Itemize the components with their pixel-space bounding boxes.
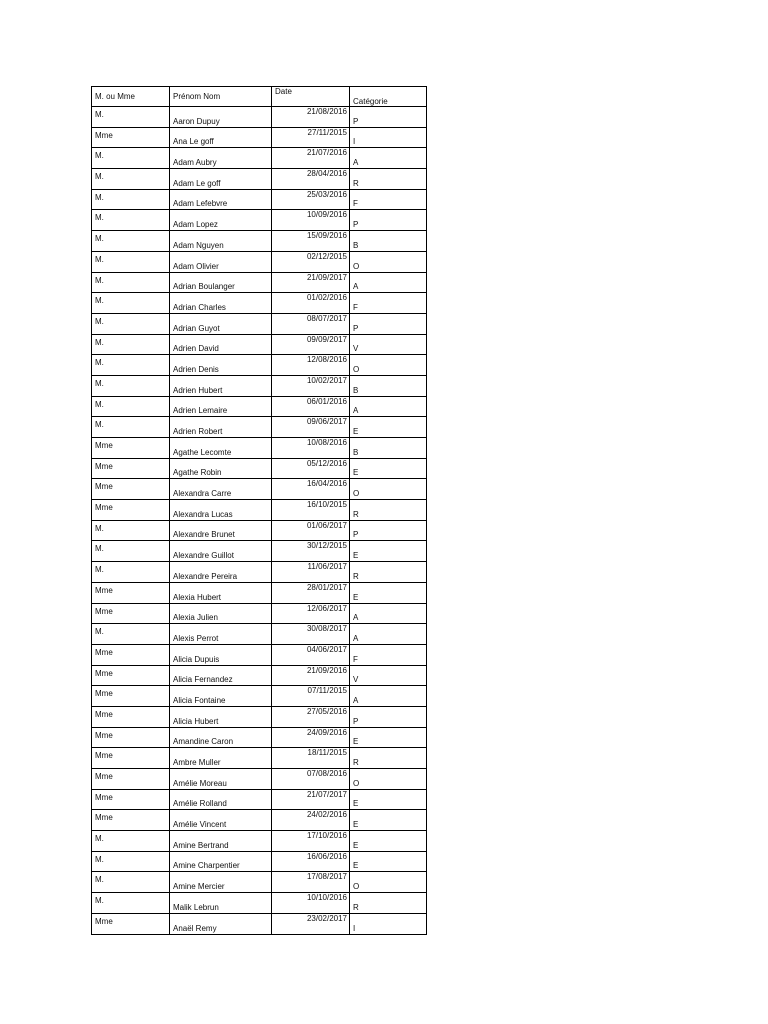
cell-category: P bbox=[350, 520, 427, 541]
header-date: Date bbox=[272, 87, 350, 107]
cell-civility: M. bbox=[92, 148, 170, 169]
cell-name: Adrian Boulanger bbox=[170, 272, 272, 293]
cell-name: Amine Mercier bbox=[170, 872, 272, 893]
table-body bbox=[92, 107, 427, 935]
cell-date: 07/08/2016 bbox=[272, 769, 350, 790]
table-row bbox=[92, 603, 427, 624]
cell-category: O bbox=[350, 872, 427, 893]
cell-name: Alicia Dupuis bbox=[170, 644, 272, 665]
cell-name: Adrian Guyot bbox=[170, 313, 272, 334]
cell-name: Alexandra Carre bbox=[170, 479, 272, 500]
cell-date: 17/10/2016 bbox=[272, 831, 350, 852]
table-row bbox=[92, 127, 427, 148]
cell-date: 28/04/2016 bbox=[272, 169, 350, 190]
cell-category: F bbox=[350, 189, 427, 210]
header-name: Prénom Nom bbox=[170, 87, 272, 107]
cell-date: 12/06/2017 bbox=[272, 603, 350, 624]
cell-category: A bbox=[350, 396, 427, 417]
cell-civility: M. bbox=[92, 396, 170, 417]
cell-category: P bbox=[350, 210, 427, 231]
table-row bbox=[92, 107, 427, 128]
cell-civility: Mme bbox=[92, 665, 170, 686]
cell-date: 10/02/2017 bbox=[272, 375, 350, 396]
cell-name: Aaron Dupuy bbox=[170, 107, 272, 128]
cell-category: R bbox=[350, 500, 427, 521]
table-row bbox=[92, 458, 427, 479]
cell-category: O bbox=[350, 479, 427, 500]
cell-category: A bbox=[350, 686, 427, 707]
cell-date: 17/08/2017 bbox=[272, 872, 350, 893]
table-row bbox=[92, 706, 427, 727]
cell-date: 30/12/2015 bbox=[272, 541, 350, 562]
cell-date: 12/08/2016 bbox=[272, 355, 350, 376]
cell-name: Alicia Hubert bbox=[170, 706, 272, 727]
table-row bbox=[92, 251, 427, 272]
cell-category: I bbox=[350, 913, 427, 934]
cell-civility: M. bbox=[92, 520, 170, 541]
cell-date: 10/08/2016 bbox=[272, 438, 350, 459]
cell-date: 28/01/2017 bbox=[272, 582, 350, 603]
cell-category: P bbox=[350, 107, 427, 128]
cell-name: Agathe Lecomte bbox=[170, 438, 272, 459]
cell-civility: M. bbox=[92, 375, 170, 396]
cell-civility: Mme bbox=[92, 769, 170, 790]
cell-category: E bbox=[350, 458, 427, 479]
cell-civility: Mme bbox=[92, 913, 170, 934]
cell-civility: M. bbox=[92, 334, 170, 355]
cell-name: Alicia Fernandez bbox=[170, 665, 272, 686]
table-row bbox=[92, 686, 427, 707]
table-row bbox=[92, 210, 427, 231]
cell-category: P bbox=[350, 313, 427, 334]
cell-civility: M. bbox=[92, 107, 170, 128]
cell-date: 01/06/2017 bbox=[272, 520, 350, 541]
cell-date: 05/12/2016 bbox=[272, 458, 350, 479]
cell-civility: Mme bbox=[92, 686, 170, 707]
table-row bbox=[92, 893, 427, 914]
cell-category: B bbox=[350, 231, 427, 252]
cell-name: Alexandra Lucas bbox=[170, 500, 272, 521]
cell-name: Amine Bertrand bbox=[170, 831, 272, 852]
cell-civility: Mme bbox=[92, 706, 170, 727]
cell-category: B bbox=[350, 438, 427, 459]
table-row bbox=[92, 582, 427, 603]
cell-category: E bbox=[350, 727, 427, 748]
cell-name: Alexis Perrot bbox=[170, 624, 272, 645]
cell-name: Adrien Hubert bbox=[170, 375, 272, 396]
cell-category: P bbox=[350, 706, 427, 727]
cell-category: R bbox=[350, 562, 427, 583]
cell-date: 25/03/2016 bbox=[272, 189, 350, 210]
cell-name: Adam Nguyen bbox=[170, 231, 272, 252]
cell-date: 09/09/2017 bbox=[272, 334, 350, 355]
header-row bbox=[92, 87, 427, 107]
table-header bbox=[92, 87, 427, 107]
cell-civility: M. bbox=[92, 210, 170, 231]
cell-date: 27/05/2016 bbox=[272, 706, 350, 727]
cell-date: 04/06/2017 bbox=[272, 644, 350, 665]
cell-date: 21/07/2016 bbox=[272, 148, 350, 169]
table-row bbox=[92, 727, 427, 748]
cell-date: 08/07/2017 bbox=[272, 313, 350, 334]
cell-date: 21/09/2016 bbox=[272, 665, 350, 686]
cell-category: A bbox=[350, 148, 427, 169]
cell-category: R bbox=[350, 169, 427, 190]
cell-category: O bbox=[350, 355, 427, 376]
cell-civility: M. bbox=[92, 831, 170, 852]
cell-civility: M. bbox=[92, 417, 170, 438]
cell-date: 16/10/2015 bbox=[272, 500, 350, 521]
cell-civility: Mme bbox=[92, 727, 170, 748]
cell-name: Adrien Robert bbox=[170, 417, 272, 438]
header-civility: M. ou Mme bbox=[92, 87, 170, 107]
cell-name: Alexandre Pereira bbox=[170, 562, 272, 583]
table-row bbox=[92, 644, 427, 665]
data-table bbox=[91, 86, 427, 935]
table-row bbox=[92, 810, 427, 831]
table-row bbox=[92, 169, 427, 190]
cell-civility: M. bbox=[92, 355, 170, 376]
cell-name: Adam Lopez bbox=[170, 210, 272, 231]
cell-name: Alexandre Brunet bbox=[170, 520, 272, 541]
table-row bbox=[92, 375, 427, 396]
cell-civility: Mme bbox=[92, 644, 170, 665]
cell-civility: M. bbox=[92, 541, 170, 562]
cell-name: Alexia Hubert bbox=[170, 582, 272, 603]
cell-date: 23/02/2017 bbox=[272, 913, 350, 934]
cell-civility: Mme bbox=[92, 789, 170, 810]
table-row bbox=[92, 231, 427, 252]
table-row bbox=[92, 913, 427, 934]
cell-category: V bbox=[350, 334, 427, 355]
cell-name: Amélie Moreau bbox=[170, 769, 272, 790]
cell-date: 24/09/2016 bbox=[272, 727, 350, 748]
table-row bbox=[92, 272, 427, 293]
cell-date: 21/08/2016 bbox=[272, 107, 350, 128]
cell-civility: Mme bbox=[92, 500, 170, 521]
cell-date: 21/09/2017 bbox=[272, 272, 350, 293]
table-row bbox=[92, 541, 427, 562]
cell-civility: Mme bbox=[92, 479, 170, 500]
cell-date: 24/02/2016 bbox=[272, 810, 350, 831]
cell-category: I bbox=[350, 127, 427, 148]
cell-category: F bbox=[350, 644, 427, 665]
table-row bbox=[92, 293, 427, 314]
cell-civility: M. bbox=[92, 251, 170, 272]
cell-civility: Mme bbox=[92, 603, 170, 624]
cell-civility: Mme bbox=[92, 582, 170, 603]
table-row bbox=[92, 313, 427, 334]
cell-civility: Mme bbox=[92, 438, 170, 459]
table-row bbox=[92, 189, 427, 210]
cell-category: E bbox=[350, 851, 427, 872]
cell-civility: Mme bbox=[92, 810, 170, 831]
cell-civility: Mme bbox=[92, 458, 170, 479]
cell-date: 11/06/2017 bbox=[272, 562, 350, 583]
cell-name: Adam Olivier bbox=[170, 251, 272, 272]
cell-date: 16/04/2016 bbox=[272, 479, 350, 500]
table-row bbox=[92, 789, 427, 810]
table-row bbox=[92, 479, 427, 500]
cell-date: 09/06/2017 bbox=[272, 417, 350, 438]
cell-name: Amine Charpentier bbox=[170, 851, 272, 872]
table-row bbox=[92, 665, 427, 686]
cell-category: O bbox=[350, 769, 427, 790]
cell-category: E bbox=[350, 789, 427, 810]
cell-category: V bbox=[350, 665, 427, 686]
cell-date: 15/09/2016 bbox=[272, 231, 350, 252]
cell-date: 10/09/2016 bbox=[272, 210, 350, 231]
cell-category: O bbox=[350, 251, 427, 272]
cell-date: 01/02/2016 bbox=[272, 293, 350, 314]
table-row bbox=[92, 396, 427, 417]
cell-category: F bbox=[350, 293, 427, 314]
cell-name: Ambre Muller bbox=[170, 748, 272, 769]
cell-civility: M. bbox=[92, 893, 170, 914]
cell-civility: M. bbox=[92, 313, 170, 334]
cell-name: Alexia Julien bbox=[170, 603, 272, 624]
cell-date: 02/12/2015 bbox=[272, 251, 350, 272]
cell-civility: Mme bbox=[92, 127, 170, 148]
table-row bbox=[92, 872, 427, 893]
table-row bbox=[92, 851, 427, 872]
cell-date: 21/07/2017 bbox=[272, 789, 350, 810]
cell-civility: M. bbox=[92, 169, 170, 190]
cell-category: E bbox=[350, 831, 427, 852]
cell-category: E bbox=[350, 417, 427, 438]
cell-name: Amélie Vincent bbox=[170, 810, 272, 831]
cell-name: Amélie Rolland bbox=[170, 789, 272, 810]
cell-category: R bbox=[350, 748, 427, 769]
cell-civility: M. bbox=[92, 189, 170, 210]
table-row bbox=[92, 417, 427, 438]
cell-civility: M. bbox=[92, 293, 170, 314]
table-row bbox=[92, 520, 427, 541]
cell-name: Adrien Denis bbox=[170, 355, 272, 376]
cell-category: E bbox=[350, 810, 427, 831]
cell-name: Malik Lebrun bbox=[170, 893, 272, 914]
cell-category: A bbox=[350, 624, 427, 645]
table-row bbox=[92, 334, 427, 355]
table-row bbox=[92, 831, 427, 852]
table-row bbox=[92, 500, 427, 521]
cell-civility: Mme bbox=[92, 748, 170, 769]
cell-name: Ana Le goff bbox=[170, 127, 272, 148]
cell-name: Adrien Lemaire bbox=[170, 396, 272, 417]
cell-name: Adam Aubry bbox=[170, 148, 272, 169]
header-category: Catégorie bbox=[350, 87, 427, 107]
cell-date: 10/10/2016 bbox=[272, 893, 350, 914]
cell-name: Adam Le goff bbox=[170, 169, 272, 190]
cell-category: E bbox=[350, 541, 427, 562]
cell-name: Adrien David bbox=[170, 334, 272, 355]
cell-civility: M. bbox=[92, 231, 170, 252]
cell-civility: M. bbox=[92, 624, 170, 645]
cell-civility: M. bbox=[92, 872, 170, 893]
cell-date: 07/11/2015 bbox=[272, 686, 350, 707]
cell-name: Alexandre Guillot bbox=[170, 541, 272, 562]
table-row bbox=[92, 562, 427, 583]
cell-name: Adam Lefebvre bbox=[170, 189, 272, 210]
cell-name: Alicia Fontaine bbox=[170, 686, 272, 707]
table-row bbox=[92, 438, 427, 459]
table-row bbox=[92, 748, 427, 769]
table-row bbox=[92, 769, 427, 790]
cell-name: Agathe Robin bbox=[170, 458, 272, 479]
cell-date: 06/01/2016 bbox=[272, 396, 350, 417]
cell-name: Adrian Charles bbox=[170, 293, 272, 314]
cell-civility: M. bbox=[92, 562, 170, 583]
cell-category: A bbox=[350, 603, 427, 624]
cell-date: 18/11/2015 bbox=[272, 748, 350, 769]
table-row bbox=[92, 624, 427, 645]
cell-name: Amandine Caron bbox=[170, 727, 272, 748]
cell-civility: M. bbox=[92, 851, 170, 872]
cell-date: 16/06/2016 bbox=[272, 851, 350, 872]
cell-name: Anaël Remy bbox=[170, 913, 272, 934]
cell-category: A bbox=[350, 272, 427, 293]
table-row bbox=[92, 355, 427, 376]
cell-category: E bbox=[350, 582, 427, 603]
cell-category: B bbox=[350, 375, 427, 396]
cell-date: 27/11/2015 bbox=[272, 127, 350, 148]
cell-category: R bbox=[350, 893, 427, 914]
cell-date: 30/08/2017 bbox=[272, 624, 350, 645]
table-row bbox=[92, 148, 427, 169]
cell-civility: M. bbox=[92, 272, 170, 293]
